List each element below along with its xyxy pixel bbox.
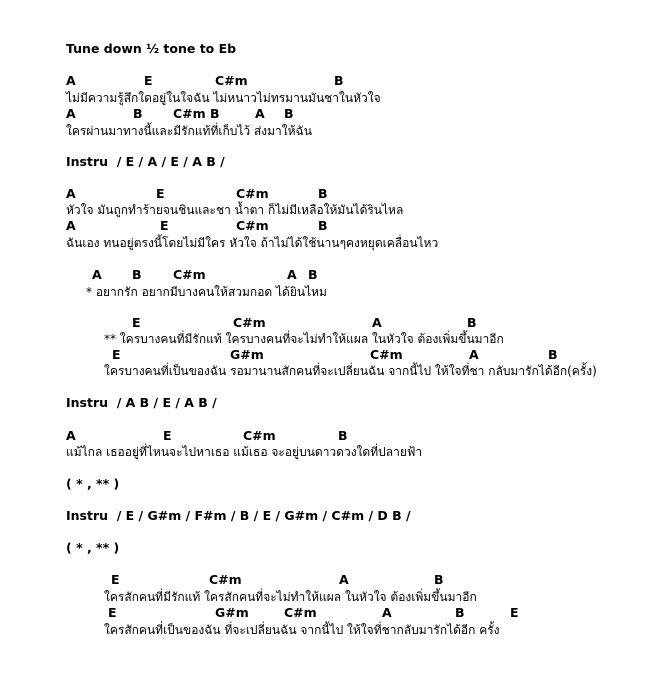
chord: G#m [230, 347, 264, 362]
chord: C#m [236, 186, 269, 201]
chord: E [510, 605, 519, 620]
chord: E [160, 218, 169, 233]
chord: A [469, 347, 479, 362]
tuning-note: Tune down ½ tone to Eb [66, 41, 237, 56]
chord: A [372, 315, 382, 330]
lyric-line: ใครสักคนที่มีรักแท้ ใครสักคนที่จะไม่ทำให้แผล ในหัวใจ ต้องเพิ่มขึ้นมาอีก [104, 590, 477, 604]
chord: A [339, 572, 349, 587]
chord: B [133, 106, 143, 121]
chord: C#m [284, 605, 317, 620]
chord: A [66, 218, 76, 233]
chord: A [66, 428, 76, 443]
chord: B [548, 347, 558, 362]
chord: A [287, 267, 297, 282]
chord: A [92, 267, 102, 282]
chord: B [455, 605, 465, 620]
lyric-line: ไม่มีความรู้สึกใดอยู่ในใจฉัน ไม่หนาวไม่ทรมานมันชาในหัวใจ [66, 91, 381, 105]
chord: B [338, 428, 348, 443]
lyric-line: หัวใจ มันถูกทำร้ายจนชินและชา น้ำตา ก็ไม่มีเหลือให้มันได้รินไหล [66, 203, 404, 217]
chord: C#m [173, 267, 206, 282]
chord: C#m [215, 73, 248, 88]
chord: C#m [236, 218, 269, 233]
chord: A [382, 605, 392, 620]
repeat-marker-1: ( * , ** ) [66, 476, 120, 491]
lyric-line: ฉันเอง ทนอยู่ตรงนี้โดยไม่มีใคร หัวใจ ถ้าไม่ได้ใช้นานๆคงหยุดเคลื่อนไหว [66, 236, 439, 250]
instrumental-3: Instru / E / G#m / F#m / B / E / G#m / C#m / D B / [66, 508, 411, 523]
chord: G#m [215, 605, 249, 620]
lyric-line: * อยากรัก อยากมีบางคนให้สวมกอด ได้ยินไหม [86, 285, 327, 299]
chord: A [66, 73, 76, 88]
chord: B [284, 106, 294, 121]
chord: B [318, 186, 328, 201]
lyric-line: ใครผ่านมาทางนี้และมีรักแท้ที่เก็บไว้ ส่งมาให้ฉัน [66, 124, 312, 138]
repeat-marker-2: ( * , ** ) [66, 540, 120, 555]
chord: E [144, 73, 153, 88]
chord: E [156, 186, 165, 201]
chord: E [112, 347, 121, 362]
chord: A [66, 186, 76, 201]
chord: C#m B [173, 106, 220, 121]
instrumental-1: Instru / E / A / E / A B / [66, 154, 225, 169]
chord: B [308, 267, 318, 282]
chord: B [318, 218, 328, 233]
chord: A [66, 106, 76, 121]
chord: E [163, 428, 172, 443]
lyric-line: แม้ไกล เธออยู่ที่ไหนจะไปหาเธอ แม้เธอ จะอยู่บนดาวดวงใดที่ปลายฟ้า [66, 445, 423, 459]
chord: C#m [370, 347, 403, 362]
chord: C#m [209, 572, 242, 587]
lyric-line: ** ใครบางคนที่มีรักแท้ ใครบางคนที่จะไม่ทำให้แผล ในหัวใจ ต้องเพิ่มขึ้นมาอีก [104, 332, 504, 346]
chord: B [132, 267, 142, 282]
chord: C#m [243, 428, 276, 443]
chord: E [108, 605, 117, 620]
lyric-line: ใครบางคนที่เป็นของฉัน รอมานานสักคนที่จะเปลี่ยนฉัน จากนี้ไป ให้ใจที่ชา กลับมารักได้อีก(ครั้ง) [104, 364, 597, 378]
instrumental-2: Instru / A B / E / A B / [66, 395, 217, 410]
lyric-line: ใครสักคนที่เป็นของฉัน ที่จะเปลี่ยนฉัน จากนี้ไป ให้ใจที่ชากลับมารักได้อีก ครั้ง [104, 623, 500, 637]
chord: A [255, 106, 265, 121]
chord: B [334, 73, 344, 88]
chord: C#m [233, 315, 266, 330]
chord: E [111, 572, 120, 587]
chord: B [434, 572, 444, 587]
chord: B [467, 315, 477, 330]
chord: E [132, 315, 141, 330]
